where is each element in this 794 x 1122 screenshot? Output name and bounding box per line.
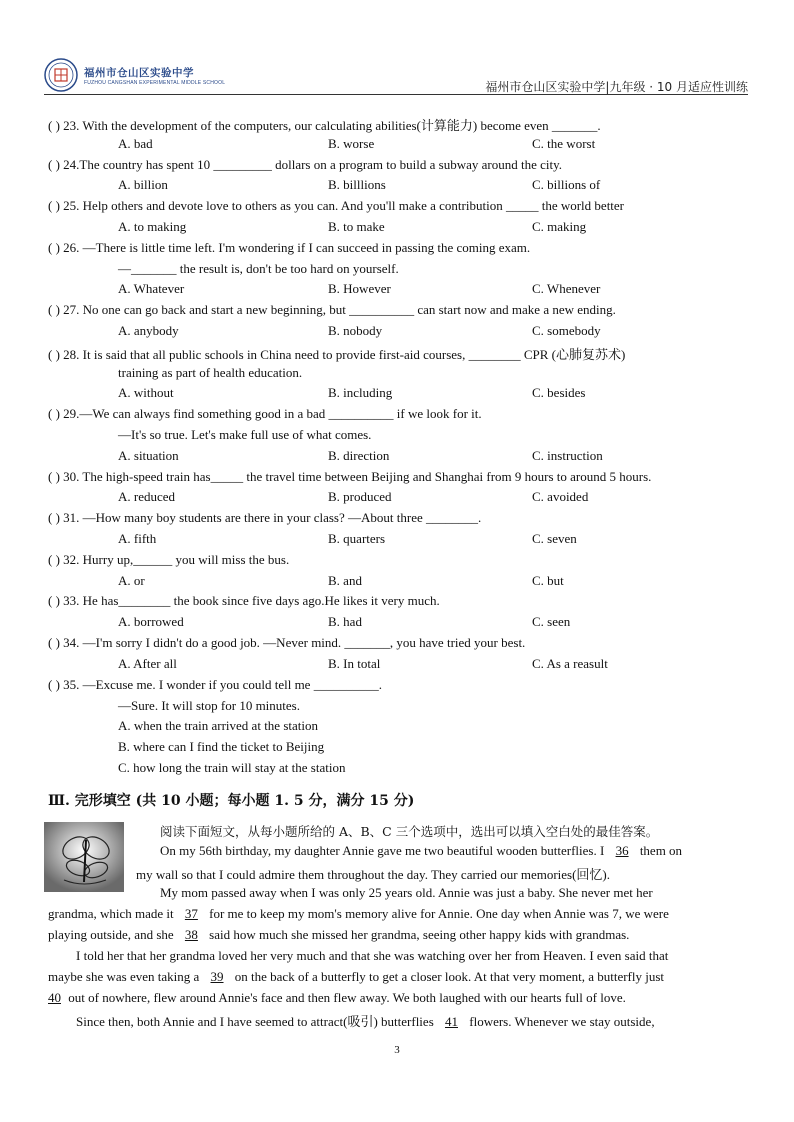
passage-line-8 xyxy=(48,990,626,1006)
question-option-c: C. besides xyxy=(532,385,586,401)
question-stem: ( ) 25. Help others and devote love to others as you can. And you'll make a contribution _____ the world better xyxy=(48,198,625,214)
question-stem: ( ) 23. With the development of the computers, our calculating abilities(计算能力) become even _______. xyxy=(48,118,601,133)
question-option-a: A. After all xyxy=(118,655,177,671)
passage-text: on the back of a butterfly to get a closer look. At that very moment, a butterfly just xyxy=(234,969,665,984)
question-stem: ( ) 32. Hurry up,______ you will miss the bus. xyxy=(48,551,290,567)
question-option-c: C. the worst xyxy=(532,135,596,151)
school-name-cn: 福州市仓山区实验中学 xyxy=(84,67,194,79)
question-option-c: C. somebody xyxy=(532,323,601,338)
blank-39[interactable]: 39 xyxy=(210,969,224,984)
question-option-c: C. As a reasult xyxy=(532,655,608,671)
q35-option-a: A. when the train arrived at the station xyxy=(118,718,318,733)
passage-text: out of nowhere, flew around Annie's face and then flew away. We both laughed with our hearts full of love. xyxy=(68,990,626,1005)
question-stem: ( ) 34. —I'm sorry I didn't do a good job. —Never mind. _______, you have tried your best. xyxy=(48,635,526,650)
passage-text: for me to keep my mom's memory alive for Annie. One day when Annie was 7, we were xyxy=(209,906,669,921)
passage-line-2: my wall so that I could admire them throughout the day. They carried our memories(回忆). xyxy=(136,867,611,882)
question-option-b: B. and xyxy=(328,572,362,588)
question-option-b: B. nobody xyxy=(328,323,383,338)
q35-option-c: C. how long the train will stay at the station xyxy=(118,760,346,775)
question-option-a: A. borrowed xyxy=(118,614,184,630)
header-divider xyxy=(44,94,748,95)
question-option-a: A. fifth xyxy=(118,531,157,546)
question-option-b: B. However xyxy=(328,281,391,297)
question-option-b: B. quarters xyxy=(328,531,386,546)
question-stem: ( ) 26. —There is little time left. I'm wondering if I can succeed in passing the coming exam. xyxy=(48,239,531,255)
question-option-c: C. seen xyxy=(532,614,571,630)
question-option-c: C. avoided xyxy=(532,489,589,505)
blank-40[interactable]: 40 xyxy=(48,990,61,1005)
passage-line-1 xyxy=(160,843,682,859)
question-option-c: C. Whenever xyxy=(532,281,601,297)
question-option-c: C. but xyxy=(532,572,564,588)
passage-text: On my 56th birthday, my daughter Annie gave me two beautiful wooden butterflies. I xyxy=(160,843,605,858)
question-option-b: B. including xyxy=(328,385,393,401)
passage-line-7 xyxy=(48,969,664,985)
question-option-a: A. anybody xyxy=(118,323,179,338)
q35-stem2: —Sure. It will stop for 10 minutes. xyxy=(118,698,300,713)
question-option-c: C. seven xyxy=(532,531,577,546)
blank-38[interactable]: 38 xyxy=(184,927,198,942)
passage-line-6: I told her that her grandma loved her very much and that she was watching over her from Heaven. I even said that xyxy=(76,948,669,963)
passage-line-9 xyxy=(76,1011,655,1030)
passage-line-3: My mom passed away when I was only 25 years old. Annie was just a baby. She never met her xyxy=(160,885,653,900)
question-stem: ( ) 33. He has________ the book since five days ago.He likes it very much. xyxy=(48,593,440,609)
passage-line-4 xyxy=(48,906,669,922)
question-option-b: B. billlions xyxy=(328,177,386,193)
question-option-a: A. without xyxy=(118,385,174,401)
question-option-a: A. or xyxy=(118,572,145,588)
question-stem: ( ) 31. —How many boy students are there in your class? —About three ________. xyxy=(48,510,482,526)
question-option-a: A. situation xyxy=(118,447,179,463)
question-stem: ( ) 24.The country has spent 10 _________ dollars on a program to build a subway around the city. xyxy=(48,156,562,172)
question-option-c: C. making xyxy=(532,219,587,234)
passage-text: flowers. Whenever we stay outside, xyxy=(469,1014,655,1029)
page-number: 3 xyxy=(394,1044,400,1056)
question-option-a: A. Whatever xyxy=(118,281,185,297)
passage-line-5 xyxy=(48,927,629,943)
question-option-a: A. reduced xyxy=(118,489,176,505)
section-title: Ⅲ. 完形填空 (共 10 小题；每小题 1. 5 分，满分 15 分) xyxy=(48,793,415,809)
blank-41[interactable]: 41 xyxy=(445,1014,458,1029)
question-option-b: B. worse xyxy=(328,135,375,151)
question-option-c: C. instruction xyxy=(532,447,603,463)
section-instruction: 阅读下面短文，从每小题所给的 A、B、C 三个选项中，选出可以填入空白处的最佳答案。 xyxy=(160,824,659,839)
question-stem: ( ) 28. It is said that all public schools in China need to provide first-aid courses, ________ CPR (心肺复苏术) xyxy=(48,346,626,362)
question-option-b: B. to make xyxy=(328,219,385,234)
passage-text: Since then, both Annie and I have seemed to attract(吸引) butterflies xyxy=(76,1014,434,1029)
passage-text: grandma, which made it xyxy=(48,906,174,921)
question-stem-continued: —It's so true. Let's make full use of what comes. xyxy=(118,427,372,442)
butterfly-image xyxy=(44,822,124,892)
question-option-a: A. billion xyxy=(118,177,168,193)
passage-text: maybe she was even taking a xyxy=(48,969,200,984)
passage-text: playing outside, and she xyxy=(48,927,174,942)
question-option-b: B. direction xyxy=(328,447,390,463)
blank-37[interactable]: 37 xyxy=(184,906,198,921)
question-option-a: A. to making xyxy=(118,219,187,234)
question-option-b: B. produced xyxy=(328,489,392,505)
passage-text: them on xyxy=(639,843,683,858)
school-name-en: FUZHOU CANGSHAN EXPERIMENTAL MIDDLE SCHOOL xyxy=(84,80,226,86)
q35-stem: ( ) 35. —Excuse me. I wonder if you could tell me __________. xyxy=(48,677,382,692)
question-option-c: C. billions of xyxy=(532,177,601,193)
question-stem: ( ) 29.—We can always find something good in a bad __________ if we look for it. xyxy=(48,406,482,422)
question-option-b: B. In total xyxy=(328,655,381,671)
page-header xyxy=(44,56,748,96)
school-logo-icon xyxy=(44,58,78,92)
header-exam-title: 福州市仓山区实验中学|九年级 · 10 月适应性训练 xyxy=(485,80,748,94)
question-stem: ( ) 27. No one can go back and start a new beginning, but __________ can start now and make a new ending. xyxy=(48,302,616,318)
question-option-b: B. had xyxy=(328,614,362,630)
question-stem: ( ) 30. The high-speed train has_____ the travel time between Beijing and Shanghai from 9 hours to around 5 hours. xyxy=(48,468,652,484)
q35-option-b: B. where can I find the ticket to Beijing xyxy=(118,739,325,754)
question-stem-continued: training as part of health education. xyxy=(118,364,303,380)
question-stem-continued: —_______ the result is, don't be too hard on yourself. xyxy=(118,260,399,276)
question-option-a: A. bad xyxy=(118,135,153,151)
passage-text: said how much she missed her grandma, seeing other happy kids with grandmas. xyxy=(209,927,630,942)
blank-36[interactable]: 36 xyxy=(615,843,629,858)
